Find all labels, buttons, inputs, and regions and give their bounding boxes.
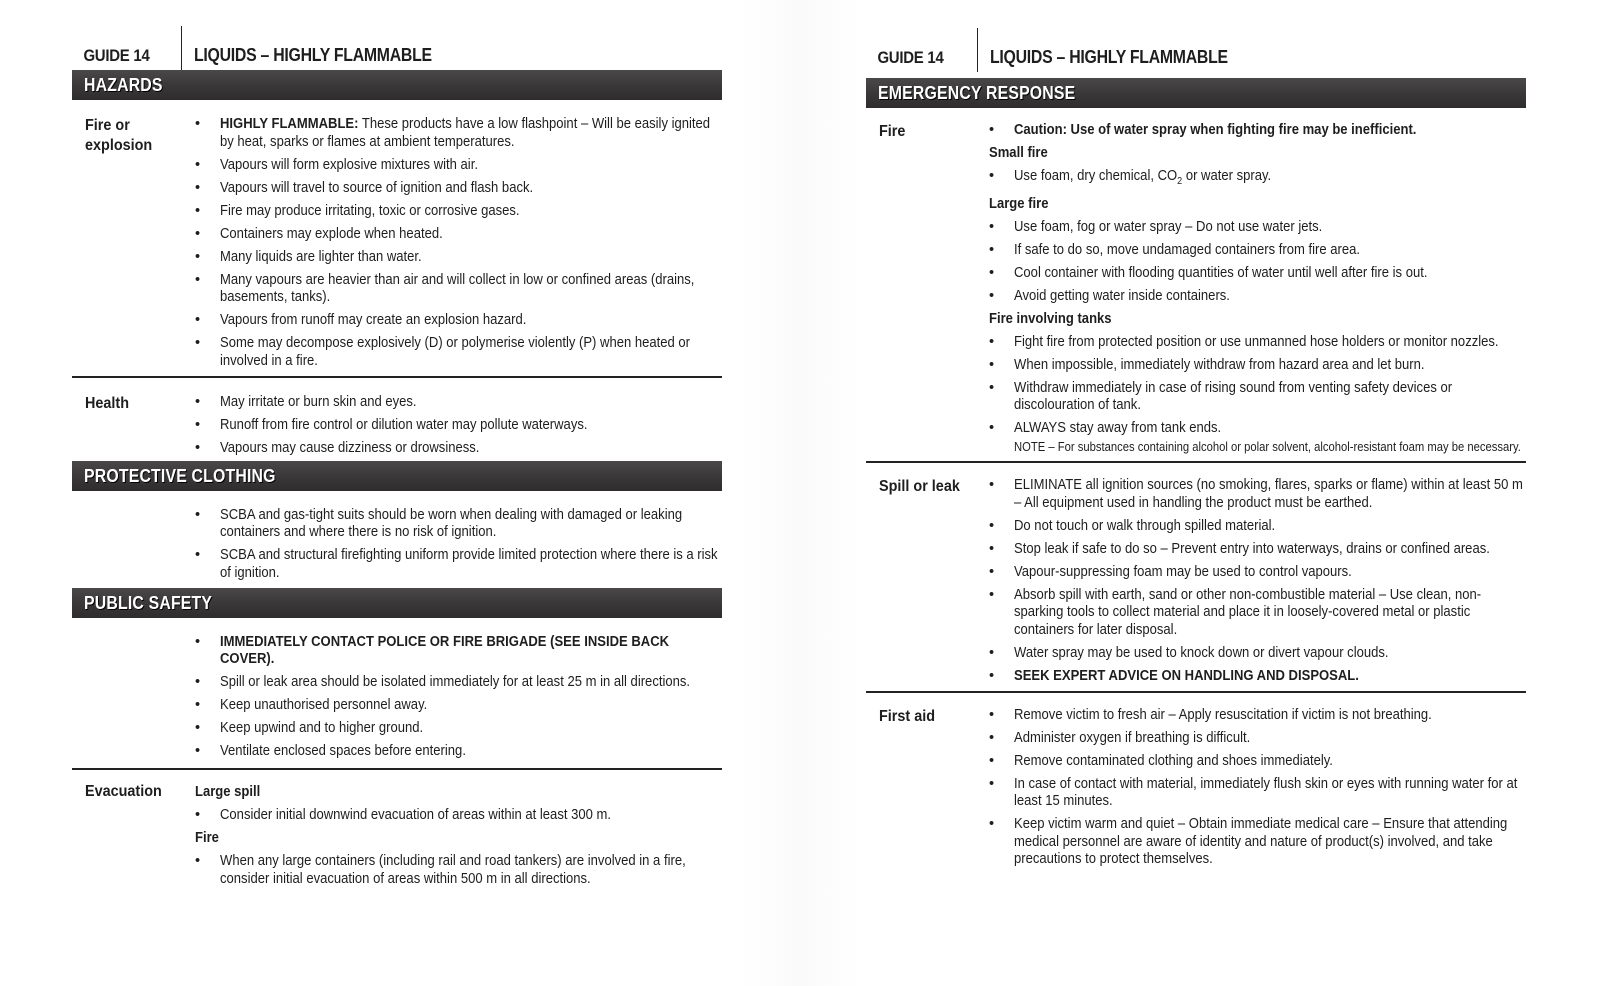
- text-part: Many vapours are heavier than air and will collect in low or confined areas (drains, basements, tanks).: [220, 271, 695, 305]
- list-item: [989, 668, 1526, 686]
- list-item-text: May irritate or burn skin and eyes.: [220, 393, 417, 410]
- list-item-text: If safe to do so, move undamaged containers from fire area.: [1014, 241, 1361, 258]
- protective-list: [195, 507, 722, 583]
- note: [989, 439, 1526, 455]
- right-page: [866, 32, 1526, 874]
- text-part: Some may decompose explosively (D) or polymerise violently (P) when heated or involved in a fire.: [220, 335, 691, 369]
- list-item: [989, 753, 1526, 771]
- list-item-text: In case of contact with material, immediately flush skin or eyes with running water for at least 15 minutes.: [1014, 775, 1518, 810]
- list-item: [989, 357, 1526, 375]
- list-item-text: [220, 180, 721, 198]
- list-item: [195, 249, 722, 267]
- list-item-text: Administer oxygen if breathing is difficult.: [1014, 729, 1251, 746]
- subheading-tanks: [989, 311, 1526, 328]
- guide-number: GUIDE 14: [877, 48, 944, 67]
- text-part: Vapours will travel to source of ignition and flash back.: [220, 179, 534, 196]
- list-item-text: Absorb spill with earth, sand or other non-combustible material – Use clean, non-sparking tools to collect material and place it in loosely-covered metal or plastic containers for later disposal.: [1014, 586, 1482, 638]
- divider: [866, 461, 1526, 463]
- row-spill-leak: [866, 477, 1526, 691]
- guide-title: [181, 26, 464, 70]
- row-public-safety: [72, 634, 722, 767]
- list-item: [195, 417, 722, 435]
- subheading-text: Fire: [195, 830, 219, 846]
- list-item-text: When any large containers (including rail and road tankers) are involved in a fire, consider initial evacuation of areas within 500 m in all directions.: [220, 853, 686, 887]
- row-label: [866, 122, 989, 459]
- list-item: [195, 203, 722, 221]
- list-item: [989, 816, 1526, 869]
- left-page: [72, 30, 722, 894]
- list-item: [195, 226, 722, 244]
- list-item-text: Keep unauthorised personnel away.: [220, 697, 428, 713]
- row-body: [195, 116, 722, 376]
- guide-header: [72, 30, 722, 70]
- subheading-large-fire: [989, 196, 1526, 213]
- list-item-text: ELIMINATE all ignition sources (no smoking, flares, sparks or flame) within at least 50 m – All equipment used in handling the product must be earthed.: [1014, 477, 1523, 511]
- list-item: [989, 730, 1526, 748]
- list-item: [195, 674, 722, 692]
- list-item: [989, 334, 1526, 352]
- section-bar-protective-clothing: [72, 461, 722, 491]
- list-item: [989, 518, 1526, 536]
- list-item-text: Avoid getting water inside containers.: [1014, 287, 1230, 304]
- row-label: [866, 707, 989, 875]
- list-item-text: Water spray may be used to knock down or divert vapour clouds.: [1014, 644, 1389, 661]
- list-item-text: Remove victim to fresh air – Apply resuscitation if victim is not breathing.: [1014, 706, 1432, 723]
- row-protective: [72, 507, 722, 588]
- list-item: [195, 507, 722, 542]
- list-item-text: Use foam, fog or water spray – Do not use water jets.: [1014, 218, 1323, 235]
- list-item: [195, 634, 722, 669]
- list-item-text: Keep upwind and to higher ground.: [220, 720, 424, 736]
- guide-title: [977, 28, 1260, 72]
- row-body: [195, 394, 722, 463]
- public-safety-list: [195, 634, 722, 761]
- list-item-text: Runoff from fire control or dilution water may pollute waterways.: [220, 416, 588, 433]
- row-fire-explosion: [72, 116, 722, 376]
- divider: [72, 768, 722, 770]
- text-part: Vapours from runoff may create an explosion hazard.: [220, 312, 527, 328]
- section-heading: PUBLIC SAFETY: [84, 592, 213, 613]
- row-first-aid: [866, 707, 1526, 875]
- list-item: [195, 807, 722, 825]
- subheading-text: Large fire: [989, 195, 1049, 212]
- list-item: [989, 477, 1526, 512]
- text-part: or water spray.: [1182, 168, 1272, 184]
- list-item-text: Vapours may cause dizziness or drowsiness.: [220, 439, 480, 456]
- evacuation-spill-list: [195, 807, 722, 825]
- list-item: [195, 720, 722, 738]
- list-item-text: [220, 157, 721, 175]
- caution-list: [989, 122, 1526, 140]
- list-item-text: Remove contaminated clothing and shoes immediately.: [1014, 752, 1333, 769]
- subheading-large-spill: [195, 784, 722, 801]
- text-part: Containers may explode when heated.: [220, 225, 443, 242]
- list-item: [195, 116, 722, 151]
- list-item: [989, 288, 1526, 306]
- subheading-text: Large spill: [195, 784, 261, 800]
- emphasis: HIGHLY FLAMMABLE:: [220, 116, 359, 132]
- row-label-text: Evacuation: [85, 783, 162, 800]
- text-part: These products have a low flashpoint – Will be easily ignited by heat, sparks or flames at ambient temperatures.: [220, 116, 711, 150]
- list-item: [195, 853, 722, 888]
- list-item: [989, 541, 1526, 559]
- section-heading: EMERGENCY RESPONSE: [878, 83, 1076, 103]
- section-heading: PROTECTIVE CLOTHING: [84, 465, 276, 486]
- list-item-text: [220, 335, 721, 370]
- row-body: [989, 122, 1526, 459]
- spill-list: [989, 477, 1526, 685]
- list-item-text: Cool container with flooding quantities of water until well after fire is out.: [1014, 264, 1428, 281]
- list-item: [195, 547, 722, 582]
- row-label: [72, 116, 195, 376]
- list-item-text: SCBA and gas-tight suits should be worn when dealing with damaged or leaking containers and where there is no risk of ignition.: [220, 506, 683, 540]
- list-item: [989, 242, 1526, 260]
- tanks-list: [989, 334, 1526, 438]
- divider: [866, 691, 1526, 693]
- list-item-text: [220, 312, 721, 330]
- row-body: [989, 477, 1526, 691]
- list-item: [989, 707, 1526, 725]
- list-item: [195, 157, 722, 175]
- subheading-fire: [195, 830, 722, 847]
- list-item-text: Do not touch or walk through spilled material.: [1014, 517, 1276, 534]
- section-bar-emergency-response: [866, 78, 1526, 108]
- list-item-text: IMMEDIATELY CONTACT POLICE OR FIRE BRIGADE (SEE INSIDE BACK COVER).: [220, 633, 670, 667]
- subheading-text: Fire involving tanks: [989, 310, 1112, 327]
- row-body: [989, 707, 1526, 875]
- text-part: Vapours will form explosive mixtures with air.: [220, 156, 478, 173]
- subscript: 2: [1177, 175, 1183, 187]
- subheading-text: Small fire: [989, 145, 1048, 161]
- guide-header: [866, 32, 1526, 72]
- list-item-text: Keep victim warm and quiet – Obtain immediate medical care – Ensure that attending medical personnel are aware of identity and nature of product(s) involved, and take precautions to protect themselves.: [1014, 816, 1508, 868]
- list-item: [195, 312, 722, 330]
- row-label-text: Spill or leak: [879, 478, 960, 496]
- row-body: [195, 782, 722, 894]
- list-item: [195, 272, 722, 307]
- row-label: [72, 634, 195, 767]
- text-part: Use foam, dry chemical, CO: [1014, 168, 1178, 184]
- list-item-text: Stop leak if safe to do so – Prevent entry into waterways, drains or confined areas.: [1014, 540, 1490, 557]
- caution-text: Caution: Use of water spray when fighting fire may be inefficient.: [1014, 122, 1417, 138]
- section-bar-hazards: [72, 70, 722, 100]
- list-item: [195, 394, 722, 412]
- list-item-text: When impossible, immediately withdraw from hazard area and let burn.: [1014, 356, 1425, 373]
- health-list: [195, 394, 722, 458]
- row-label: [72, 394, 195, 463]
- list-item: [195, 335, 722, 370]
- list-item-text: ALWAYS stay away from tank ends.: [1014, 420, 1222, 437]
- first-aid-list: [989, 707, 1526, 869]
- row-label-text: Health: [85, 394, 130, 412]
- list-item-text: SEEK EXPERT ADVICE ON HANDLING AND DISPOSAL.: [1014, 667, 1359, 684]
- row-body: [195, 634, 722, 767]
- list-item-text: [220, 116, 721, 151]
- row-health: [72, 394, 722, 463]
- list-item: [989, 420, 1526, 438]
- row-label-text: Fire or explosion: [85, 117, 153, 154]
- row-label: [72, 507, 195, 588]
- list-item: [989, 380, 1526, 415]
- list-item: [195, 440, 722, 458]
- row-label-text: Fire: [879, 123, 906, 140]
- evacuation-fire-list: [195, 853, 722, 888]
- row-label: [866, 477, 989, 691]
- list-item: [989, 587, 1526, 640]
- list-item-text: Withdraw immediately in case of rising sound from venting safety devices or discolouration of tank.: [1014, 379, 1453, 414]
- text-part: Fire may produce irritating, toxic or corrosive gases.: [220, 202, 520, 219]
- list-item: [989, 645, 1526, 663]
- list-item-text: Fight fire from protected position or use unmanned hose holders or monitor nozzles.: [1014, 333, 1499, 350]
- section-heading: HAZARDS: [84, 75, 163, 95]
- note-text: NOTE – For substances containing alcohol or polar solvent, alcohol-resistant foam may be necessary.: [1014, 440, 1521, 455]
- list-item-text: Ventilate enclosed spaces before entering.: [220, 743, 466, 759]
- row-label: [72, 782, 195, 894]
- hazard-fire-list: [195, 116, 722, 370]
- divider: [72, 376, 722, 378]
- small-fire-list: [989, 168, 1526, 190]
- list-item-text: [1014, 168, 1525, 190]
- list-item-text: [220, 203, 721, 221]
- list-item-text: [220, 249, 721, 267]
- large-fire-list: [989, 219, 1526, 306]
- guide-title-text: LIQUIDS – HIGHLY FLAMMABLE: [990, 47, 1228, 67]
- list-item: [195, 180, 722, 198]
- list-item: [989, 564, 1526, 582]
- row-evacuation: [72, 782, 722, 894]
- guide-title-text: LIQUIDS – HIGHLY FLAMMABLE: [194, 45, 432, 65]
- list-item: [989, 776, 1526, 811]
- list-item: [989, 122, 1526, 140]
- list-item-text: [220, 272, 721, 307]
- list-item: [989, 168, 1526, 190]
- row-fire: [866, 122, 1526, 459]
- list-item-text: Spill or leak area should be isolated immediately for at least 25 m in all directions.: [220, 674, 691, 690]
- list-item: [195, 743, 722, 761]
- list-item-text: SCBA and structural firefighting uniform provide limited protection where there is a risk of ignition.: [220, 547, 718, 581]
- guide-number: GUIDE 14: [83, 46, 150, 65]
- subheading-small-fire: [989, 145, 1526, 162]
- list-item-text: Vapour-suppressing foam may be used to control vapours.: [1014, 563, 1352, 580]
- list-item: [989, 265, 1526, 283]
- list-item-text: [220, 226, 721, 244]
- row-body: [195, 507, 722, 588]
- section-bar-public-safety: [72, 588, 722, 618]
- list-item: [989, 219, 1526, 237]
- list-item: [195, 697, 722, 715]
- list-item-text: Consider initial downwind evacuation of areas within at least 300 m.: [220, 807, 611, 823]
- row-label-text: First aid: [879, 707, 936, 725]
- page-gutter: [740, 0, 860, 986]
- text-part: Many liquids are lighter than water.: [220, 248, 422, 265]
